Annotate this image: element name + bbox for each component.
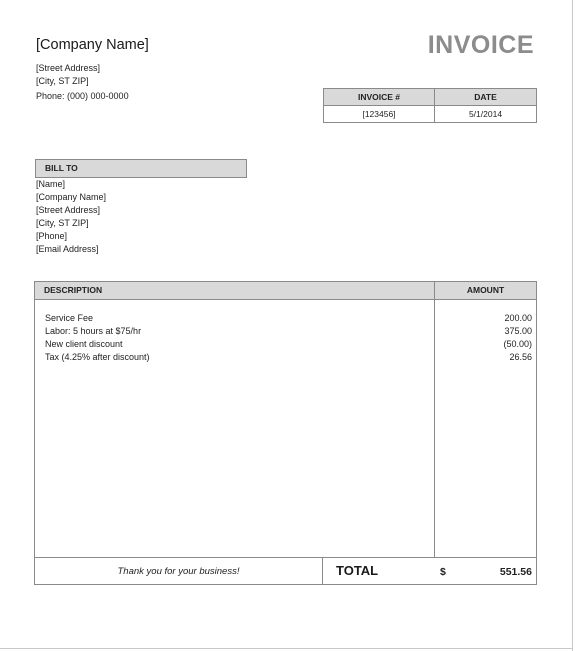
item-description[interactable]: Labor: 5 hours at $75/hr	[45, 326, 142, 336]
page-edge	[572, 0, 573, 651]
invoice-number-header: INVOICE #	[324, 89, 435, 106]
bill-to-phone[interactable]: [Phone]	[36, 231, 68, 241]
total-row-divider	[34, 557, 537, 558]
total-column-divider	[322, 557, 323, 585]
thank-you-note: Thank you for your business!	[117, 566, 240, 577]
date-header: DATE	[435, 89, 537, 106]
amount-header: AMOUNT	[434, 281, 537, 300]
bill-to-city[interactable]: [City, ST ZIP]	[36, 218, 89, 228]
description-header: DESCRIPTION	[34, 281, 435, 300]
bill-to-name[interactable]: [Name]	[36, 179, 66, 189]
invoice-number-cell[interactable]: [123456]	[324, 106, 435, 123]
total-amount[interactable]: 551.56	[499, 566, 532, 578]
company-name[interactable]: [Company Name]	[36, 37, 149, 53]
bill-to-email[interactable]: [Email Address]	[36, 244, 99, 254]
item-description[interactable]: Service Fee	[45, 313, 94, 323]
item-description[interactable]: Tax (4.25% after discount)	[45, 352, 150, 362]
bill-to-header: BILL TO	[35, 159, 247, 178]
invoice-title: INVOICE	[427, 31, 534, 59]
company-city[interactable]: [City, ST ZIP]	[36, 76, 89, 86]
currency-symbol: $	[440, 566, 446, 578]
item-amount[interactable]: 26.56	[509, 352, 532, 362]
item-description[interactable]: New client discount	[45, 339, 123, 349]
column-divider	[434, 299, 435, 558]
item-amount[interactable]: (50.00)	[503, 339, 532, 349]
invoice-meta-table	[323, 88, 537, 123]
company-phone[interactable]: Phone: (000) 000-0000	[36, 91, 129, 101]
bill-to-street[interactable]: [Street Address]	[36, 205, 101, 215]
item-amount[interactable]: 200.00	[504, 313, 532, 323]
date-cell[interactable]: 5/1/2014	[435, 106, 537, 123]
bill-to-company[interactable]: [Company Name]	[36, 192, 107, 202]
item-amount[interactable]: 375.00	[504, 326, 532, 336]
total-label: TOTAL	[336, 563, 379, 578]
company-street[interactable]: [Street Address]	[36, 63, 101, 73]
page-edge	[0, 648, 573, 649]
